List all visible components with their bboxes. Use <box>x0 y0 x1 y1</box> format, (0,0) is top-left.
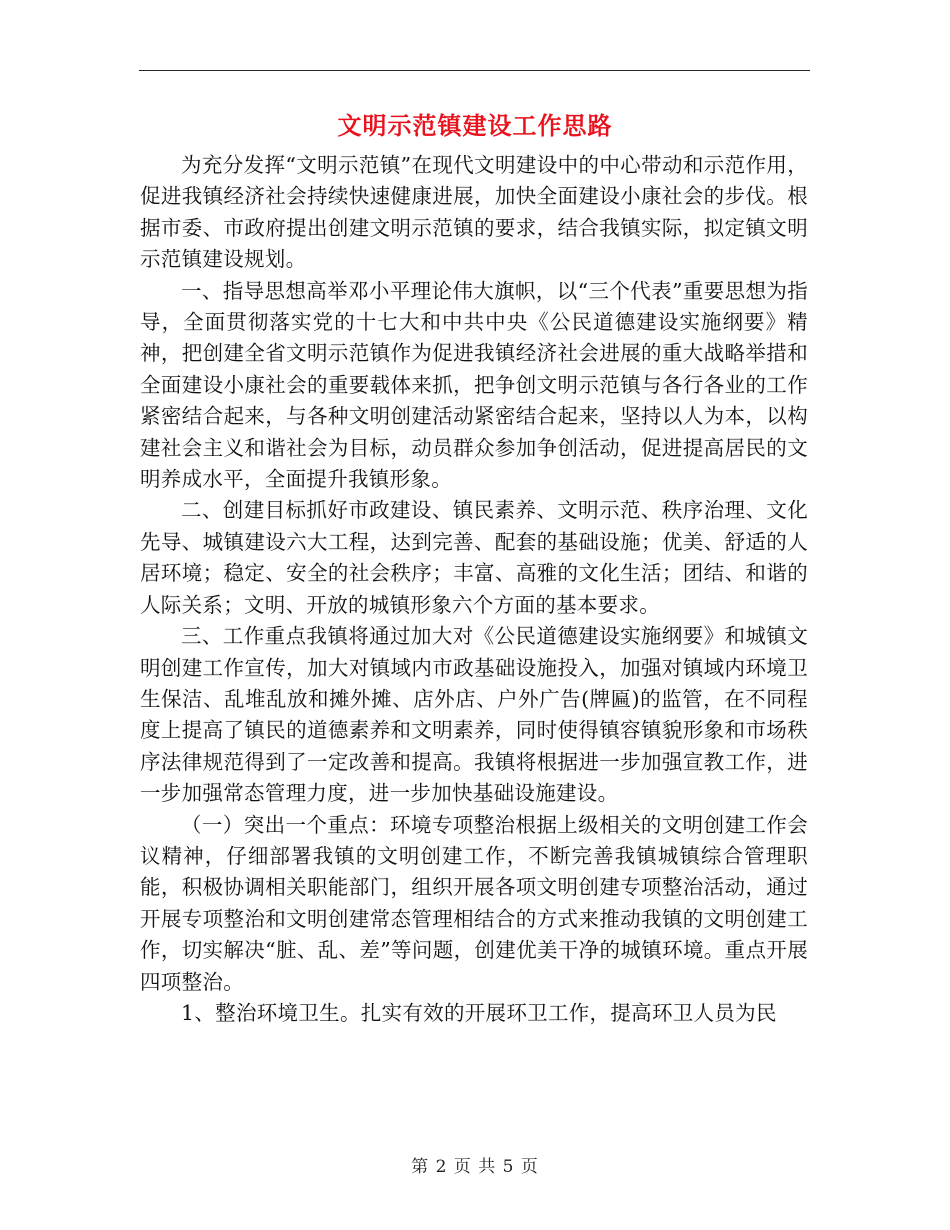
paragraph-key-point: （一）突出一个重点：环境专项整治根据上级相关的文明创建工作会议精神，仔细部署我镇的文明创建工作，不断完善我镇城镇综合管理职能，积极协调相关职能部门，组织开展各项文明创建专项整治活动，通过开展专项整治和文明创建常态管理相结合的方式来推动我镇的文明创建工作，切实解决“脏、乱、差”等问题，创建优美干净的城镇环境。重点开展四项整治。 <box>140 812 808 994</box>
header-rule <box>139 70 810 71</box>
paragraph-guiding-ideology: 一、指导思想高举邓小平理论伟大旗帜，以“三个代表”重要思想为指导，全面贯彻落实党的十七大和中共中央《公民道德建设实施纲要》精神，把创建全省文明示范镇作为促进我镇经济社会进展的重大战略举措和全面建设小康社会的重要载体来抓，把争创文明示范镇与各行各业的工作紧密结合起来，与各种文明创建活动紧密结合起来，坚持以人为本，以构建社会主义和谐社会为目标，动员群众参加争创活动，促进提高居民的文明养成水平，全面提升我镇形象。 <box>140 278 808 492</box>
paragraph-work-focus: 三、工作重点我镇将通过加大对《公民道德建设实施纲要》和城镇文明创建工作宣传，加大对镇域内市政基础设施投入，加强对镇域内环境卫生保洁、乱堆乱放和摊外摊、店外店、户外广告(牌匾)的监管，在不同程度上提高了镇民的道德素养和文明素养，同时使得镇容镇貌形象和市场秩序法律规范得到了一定改善和提高。我镇将根据进一步加强宣教工作，进一步加强常态管理力度，进一步加快基础设施建设。 <box>140 624 808 806</box>
document-title: 文明示范镇建设工作思路 <box>337 111 613 140</box>
paragraph-environment: 1、整治环境卫生。扎实有效的开展环卫工作，提高环卫人员为民 <box>181 1000 777 1025</box>
document-body <box>140 150 808 1029</box>
page-number-footer: 第 2 页 共 5 页 <box>411 1157 539 1177</box>
paragraph-intro: 为充分发挥“文明示范镇”在现代文明建设中的中心带动和示范作用，促进我镇经济社会持续快速健康进展，加快全面建设小康社会的步伐。根据市委、市政府提出创建文明示范镇的要求，结合我镇实际，拟定镇文明示范镇建设规划。 <box>140 153 808 272</box>
paragraph-goals: 二、创建目标抓好市政建设、镇民素养、文明示范、秩序治理、文化先导、城镇建设六大工程，达到完善、配套的基础设施；优美、舒适的人居环境；稳定、安全的社会秩序；丰富、高雅的文化生活；团结、和谐的人际关系；文明、开放的城镇形象六个方面的基本要求。 <box>140 498 808 617</box>
